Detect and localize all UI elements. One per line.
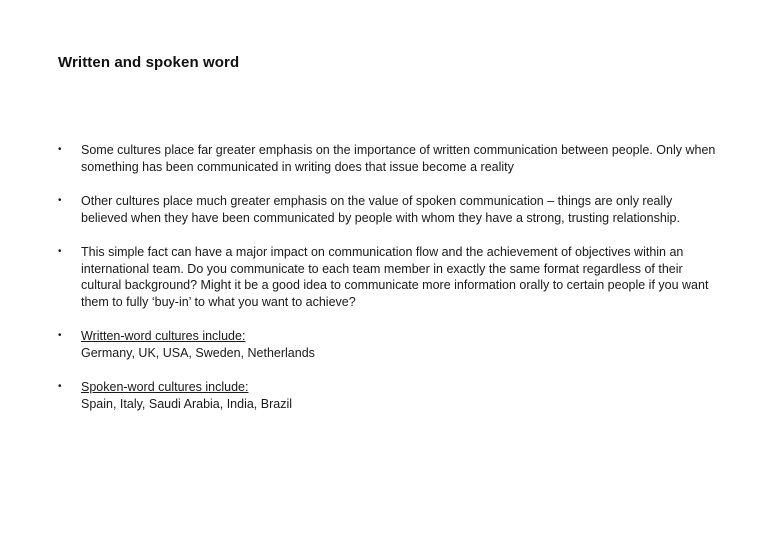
bullet-list: [58, 142, 718, 412]
bullet-text: Some cultures place far greater emphasis on the importance of written communication between people. Only when something has been communicated in writing does that issue become a reality: [81, 143, 716, 174]
written-cultures-heading: Written-word cultures include:: [81, 329, 246, 343]
bullet-item-written-cultures: [58, 328, 718, 361]
bullet-dot-icon: •: [58, 246, 62, 257]
bullet-text: This simple fact can have a major impact on communication flow and the achievement of objectives within an international team. Do you communicate to each team member in exactly the same format regardless of their cultural background? Might it be a good idea to communicate more information orally to certain people if you want them to fully ‘buy-in’ to what you want to achieve?: [81, 245, 709, 309]
spoken-cultures-heading: Spoken-word cultures include:: [81, 380, 249, 394]
written-cultures-list: Germany, UK, USA, Sweden, Netherlands: [81, 345, 315, 360]
bullet-item: [58, 193, 718, 226]
spoken-cultures-list: Spain, Italy, Saudi Arabia, India, Brazil: [81, 396, 292, 411]
bullet-text: Other cultures place much greater emphasis on the value of spoken communication – things are only really believed when they have been communicated by people with whom they have a strong, trusting relationship.: [81, 194, 680, 225]
bullet-item: [58, 142, 718, 175]
bullet-item-spoken-cultures: [58, 379, 718, 412]
bullet-dot-icon: •: [58, 330, 62, 341]
bullet-item: [58, 244, 718, 310]
bullet-dot-icon: •: [58, 195, 62, 206]
bullet-dot-icon: •: [58, 144, 62, 155]
slide-title: Written and spoken word: [58, 54, 240, 71]
bullet-dot-icon: •: [58, 381, 62, 392]
